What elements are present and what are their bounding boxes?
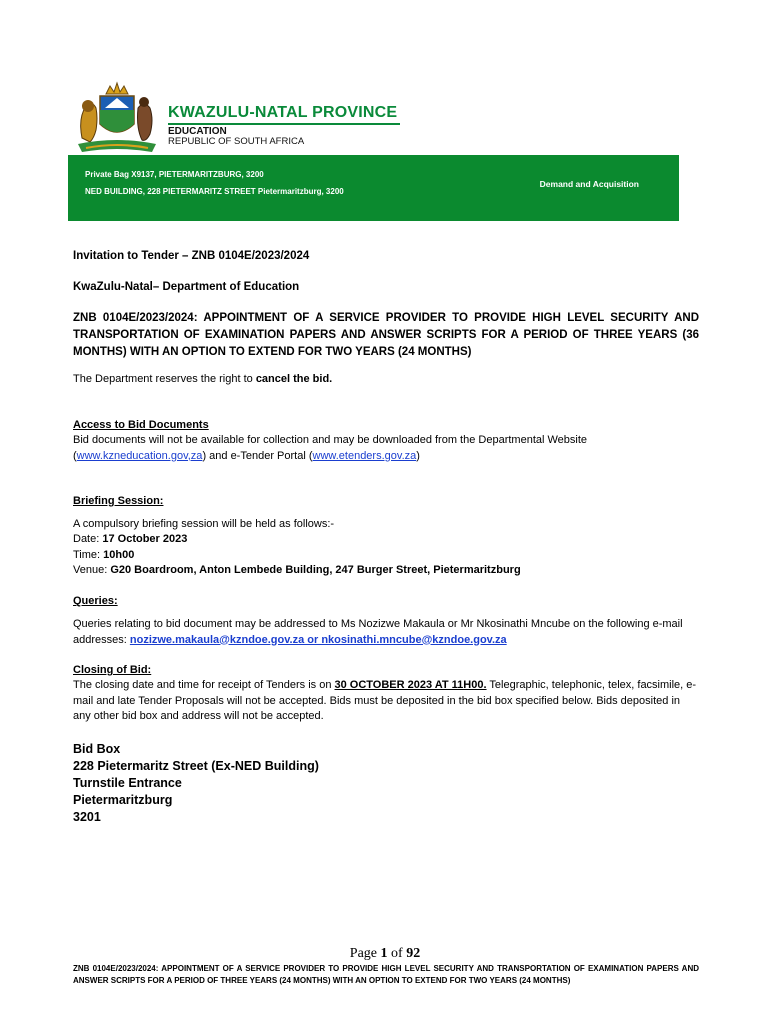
- unit-name: Demand and Acquisition: [539, 179, 639, 189]
- briefing-heading: Briefing Session:: [73, 495, 164, 507]
- time-label: Time:: [73, 549, 104, 561]
- page-of: of: [387, 946, 407, 961]
- bid-box-line: Turnstile Entrance: [73, 776, 182, 790]
- access-text-prefix: Bid documents will not be available for collection and may be downloaded from the Departmental Website (: [73, 434, 588, 462]
- access-text: [73, 433, 699, 464]
- date-value: 17 October 2023: [102, 533, 188, 545]
- queries-text: [73, 617, 699, 648]
- bid-box-line: Pietermaritzburg: [73, 793, 173, 807]
- bid-box-line: 3201: [73, 810, 101, 824]
- footer-note: ZNB 0104E/2023/2024: APPOINTMENT OF A SERVICE PROVIDER TO PROVIDE HIGH LEVEL SECURITY AND TRANSPORTATION OF EXAMINATION PAPERS AND ANSWER SCRIPTS FOR A PERIOD OF THREE YEARS (24 MONTHS) WITH AN OPTION TO EXTEND FOR TWO YEARS (24 MONTHS): [73, 964, 699, 985]
- physical-address: NED BUILDING, 228 PIETERMARITZ STREET Pietermaritzburg, 3200: [85, 187, 344, 196]
- department-name: EDUCATION: [168, 126, 227, 137]
- briefing-intro: A compulsory briefing session will be held as follows:-: [73, 518, 335, 530]
- brand-divider: [168, 123, 400, 125]
- bid-box-address: [73, 741, 319, 826]
- page-label: Page: [349, 946, 381, 961]
- closing-heading: Closing of Bid:: [73, 664, 152, 676]
- briefing-venue: [73, 563, 699, 579]
- total-pages: 92: [406, 946, 421, 961]
- page-number: [0, 946, 770, 962]
- access-text-mid: ) and e-Tender Portal (: [202, 449, 313, 462]
- time-value: 10h00: [103, 549, 135, 561]
- department-heading: KwaZulu-Natal– Department of Education: [73, 281, 300, 293]
- venue-value: G20 Boardroom, Anton Lembede Building, 247 Burger Street, Pietermaritzburg: [110, 564, 521, 576]
- access-text-suffix: ): [416, 449, 420, 462]
- etender-portal-link[interactable]: www.etenders.gov.za: [312, 449, 417, 462]
- bid-box-line: Bid Box: [73, 742, 121, 756]
- project-title: ZNB 0104E/2023/2024: APPOINTMENT OF A SERVICE PROVIDER TO PROVIDE HIGH LEVEL SECURITY AND TRANSPORTATION OF EXAMINATION PAPERS AND ANSWER SCRIPTS FOR A PERIOD OF THREE YEARS (36 MONTHS) WITH AN OPTION TO EXTEND FOR TWO YEARS (24 MONTHS): [73, 312, 699, 358]
- address-banner: [68, 155, 679, 221]
- queries-heading: Queries:: [73, 595, 118, 607]
- contact-emails-link[interactable]: nozizwe.makaula@kzndoe.gov.za or nkosinathi.mncube@kzndoe.gov.za: [129, 633, 507, 646]
- reserve-text: The Department reserves the right to: [73, 373, 256, 385]
- postal-address: Private Bag X9137, PIETERMARITZBURG, 3200: [85, 170, 264, 179]
- country-name: REPUBLIC OF SOUTH AFRICA: [168, 136, 305, 147]
- closing-deadline: 30 OCTOBER 2023 AT 11H00.: [334, 679, 487, 691]
- province-title: KWAZULU-NATAL PROVINCE: [168, 104, 398, 121]
- reserve-statement: [73, 372, 699, 388]
- bid-box-line: 228 Pietermaritz Street (Ex-NED Building): [73, 759, 319, 773]
- department-website-link[interactable]: www.kzneducation.gov,za: [76, 449, 203, 462]
- briefing-date: [73, 532, 699, 548]
- closing-text: [73, 678, 699, 725]
- coat-of-arms-logo: [72, 78, 162, 156]
- venue-label: Venue:: [73, 564, 111, 576]
- invitation-heading: Invitation to Tender – ZNB 0104E/2023/2024: [73, 250, 310, 262]
- reserve-emphasis: cancel the bid.: [255, 373, 333, 385]
- closing-text-prefix: The closing date and time for receipt of Tenders is on: [73, 679, 335, 691]
- access-heading: Access to Bid Documents: [73, 419, 209, 431]
- closing-text-suffix: Telegraphic, telephonic, telex, facsimile, e-mail and late Tender Proposals will not be accepted. Bids must be deposited in the bid box specified below. Bids deposited in any other bid box and address will not be accepted.: [73, 679, 697, 722]
- current-page: 1: [380, 946, 388, 961]
- briefing-time: [73, 548, 699, 564]
- date-label: Date:: [73, 533, 103, 545]
- queries-body: Queries relating to bid document may be addressed to Ms Nozizwe Makaula or Mr Nkosinathi Mncube on the following e-mail addresses:: [73, 618, 683, 646]
